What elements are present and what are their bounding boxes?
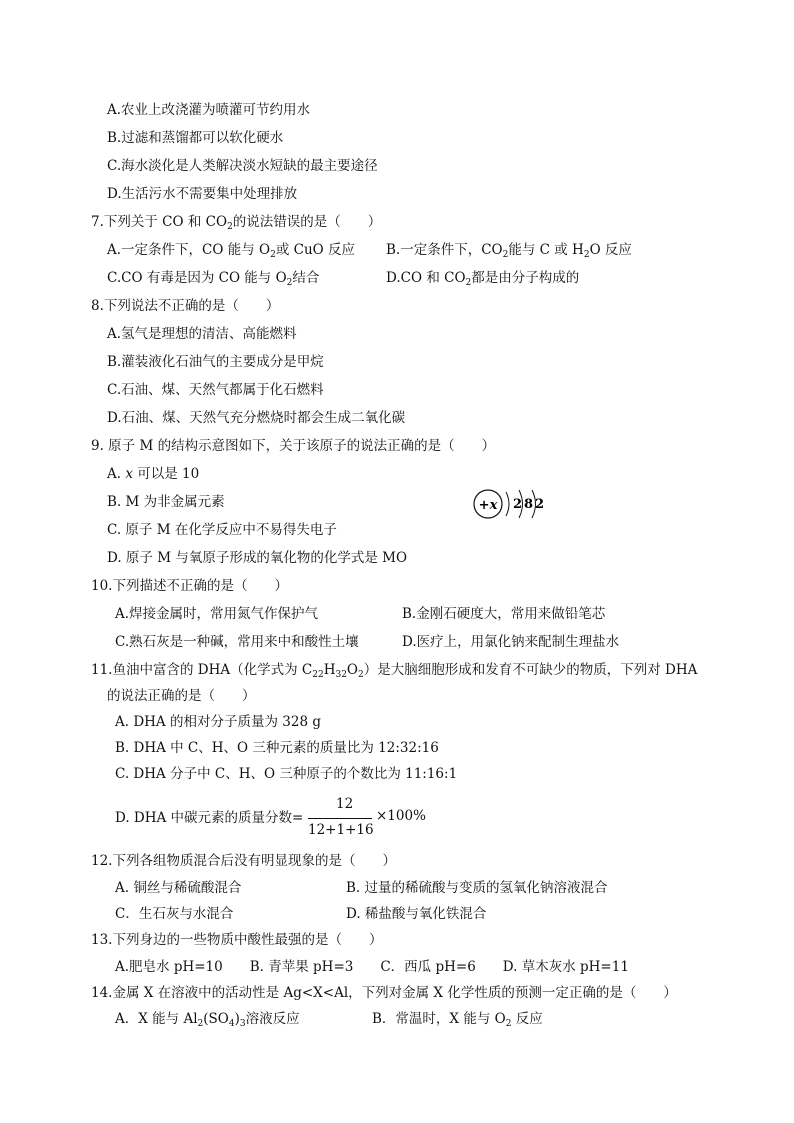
q9-option-d: D. 原子 M 与氧原子形成的氧化物的化学式是 MO <box>107 550 408 566</box>
q7-option-c: C.CO 有毒是因为 CO 能与 $O_2$结合 <box>107 270 320 288</box>
q11-stem: 11.鱼油中富含的 DHA（化学式为 $C_{22}H_{32}O_2$）是大脑细胞形成和发育不可缺少的物质，下列对 DHA <box>91 662 698 680</box>
q6-option-d: D.生活污水不需要集中处理排放 <box>107 186 298 202</box>
q11-stem-continued: 的说法正确的是（ ） <box>107 688 256 704</box>
nucleus-charge: +x <box>478 498 498 513</box>
q6-option-c: C.海水淡化是人类解决淡水短缺的最主要途径 <box>107 158 378 174</box>
q11-option-c: C. DHA 分子中 C、H、O 三种原子的个数比为 11:16:1 <box>115 766 458 782</box>
q6-option-b: B.过滤和蒸馏都可以软化硬水 <box>107 130 284 146</box>
q10-option-d: D.医疗上，用氯化钠来配制生理盐水 <box>402 634 620 650</box>
q6-option-a: A.农业上改浇灌为喷灌可节约用水 <box>107 102 311 118</box>
q11-option-d: D. DHA 中碳元素的质量分数= <box>115 810 304 826</box>
q9-option-b: B. M 为非金属元素 <box>107 494 225 510</box>
shell-electrons-3: 2 <box>535 497 545 512</box>
q10-option-c: C.熟石灰是一种碱，常用来中和酸性土壤 <box>115 634 359 650</box>
q8-option-d: D.石油、煤、天然气充分燃烧时都会生成二氧化碳 <box>107 410 406 426</box>
fraction-bar <box>308 818 372 819</box>
q8-option-b: B.灌装液化石油气的主要成分是甲烷 <box>107 354 324 370</box>
fraction-numerator: 12 <box>336 796 354 812</box>
q8-option-c: C.石油、煤、天然气都属于化石燃料 <box>107 382 324 398</box>
fraction-percent: ×100% <box>376 808 426 824</box>
q12-option-a: A. 铜丝与稀硫酸混合 <box>115 880 242 896</box>
q12-option-b: B. 过量的稀硫酸与变质的氢氧化钠溶液混合 <box>346 880 608 896</box>
q13-stem: 13.下列身边的一些物质中酸性最强的是（ ） <box>91 932 383 948</box>
q8-option-a: A.氢气是理想的清洁、高能燃料 <box>107 326 297 342</box>
q9-option-a: A. x 可以是 10 <box>107 466 200 482</box>
q12-option-c: C．生石灰与水混合 <box>115 906 234 922</box>
q7-option-a: A.一定条件下，CO 能与 $O_2$或 CuO 反应 <box>107 242 356 260</box>
q11-option-a: A. DHA 的相对分子质量为 328 g <box>115 714 321 730</box>
shell-electrons-1: 2 <box>513 497 523 512</box>
q9-option-c: C. 原子 M 在化学反应中不易得失电子 <box>107 522 337 538</box>
q10-option-a: A.焊接金属时，常用氮气作保护气 <box>115 606 319 622</box>
q13-options: A.肥皂水 pH=10 B. 青苹果 pH=3 C．西瓜 pH=6 D. 草木灰水 pH=11 <box>115 959 629 975</box>
q10-stem: 10.下列描述不正确的是（ ） <box>91 578 288 594</box>
q7-stem: 7.下列关于 CO 和 $CO_2$的说法错误的是（ ） <box>91 214 382 232</box>
q14-option-b: B．常温时，X 能与 $O_2$ 反应 <box>372 1011 543 1029</box>
q12-option-d: D. 稀盐酸与氧化铁混合 <box>346 906 487 922</box>
q7-option-b: B.一定条件下，$CO_2$能与 C 或 $H_2O$ 反应 <box>386 242 632 260</box>
q14-option-a: A．X 能与 $Al_2(SO_4)_3$溶液反应 <box>115 1011 300 1029</box>
q7-option-d: D.CO 和 $CO_2$都是由分子构成的 <box>386 270 580 288</box>
q12-stem: 12.下列各组物质混合后没有明显现象的是（ ） <box>91 853 396 869</box>
q10-option-b: B.金刚石硬度大，常用来做铅笔芯 <box>402 606 606 622</box>
fraction-denominator: 12+1+16 <box>308 822 374 838</box>
shell-electrons-2: 8 <box>524 497 534 512</box>
q14-stem: 14.金属 X 在溶液中的活动性是 Ag<X<Al，下列对金属 X 化学性质的预测一定正确的是（ ） <box>91 985 677 1001</box>
q9-stem: 9. 原子 M 的结构示意图如下，关于该原子的说法正确的是（ ） <box>91 438 496 454</box>
electron-shell-arc-1 <box>506 492 509 516</box>
atom-structure-diagram <box>472 484 552 524</box>
q11-option-b: B. DHA 中 C、H、O 三种元素的质量比为 12:32:16 <box>115 740 439 756</box>
mass-fraction-formula <box>308 796 428 840</box>
q8-stem: 8.下列说法不正确的是（ ） <box>91 298 280 314</box>
